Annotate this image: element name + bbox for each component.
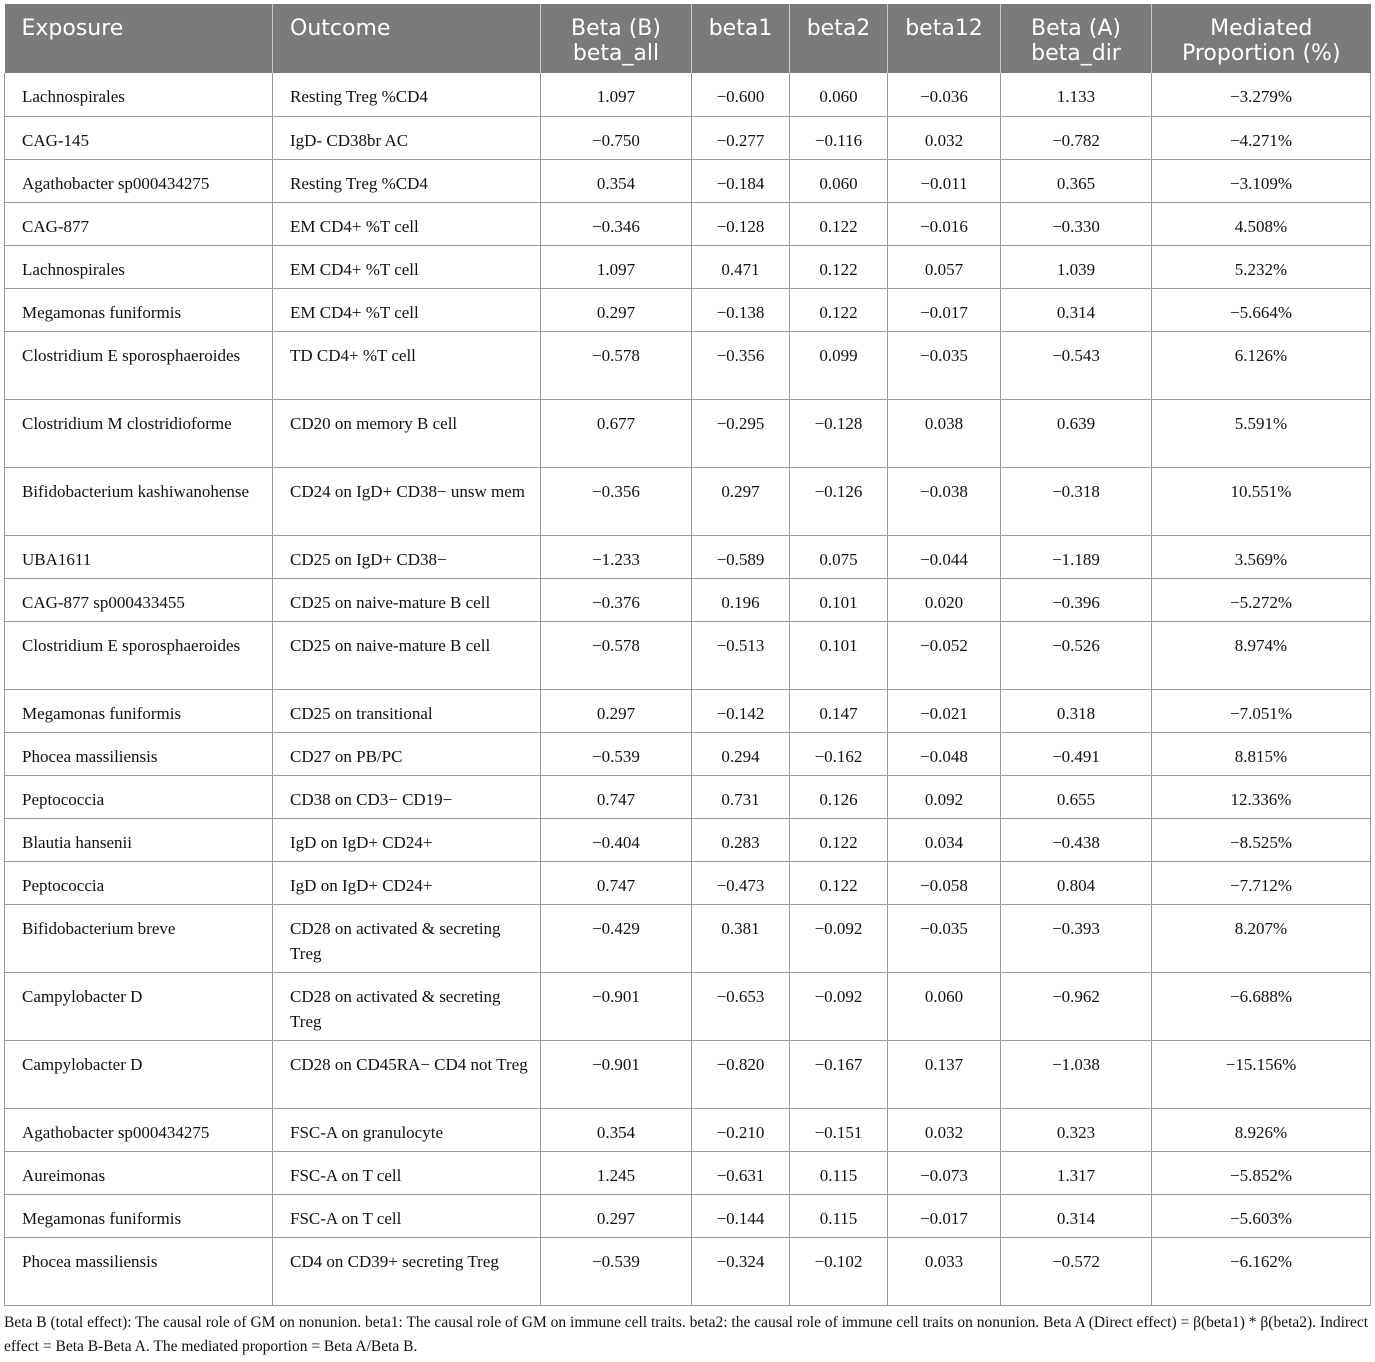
cell-exposure: UBA1611	[5, 535, 273, 578]
header-beta1: beta1	[692, 4, 790, 73]
cell-beta12: −0.048	[888, 732, 1001, 775]
cell-beta-b: −0.578	[541, 621, 692, 689]
cell-exposure: Peptococcia	[5, 861, 273, 904]
cell-beta1: 0.731	[692, 775, 790, 818]
cell-exposure: CAG-877	[5, 202, 273, 245]
cell-mediated-proportion: 5.591%	[1152, 399, 1371, 467]
table-row	[5, 535, 1371, 578]
cell-exposure: Blautia hansenii	[5, 818, 273, 861]
table-row	[5, 732, 1371, 775]
cell-outcome: CD28 on activated & secreting Treg	[273, 972, 541, 1040]
cell-beta-b: 1.245	[541, 1151, 692, 1194]
cell-mediated-proportion: 8.207%	[1152, 904, 1371, 972]
cell-beta2: 0.122	[790, 818, 888, 861]
cell-beta2: −0.167	[790, 1040, 888, 1108]
cell-beta-b: −0.750	[541, 116, 692, 159]
table-row	[5, 159, 1371, 202]
cell-beta12: 0.034	[888, 818, 1001, 861]
cell-exposure: Bifidobacterium breve	[5, 904, 273, 972]
cell-beta-b: −0.346	[541, 202, 692, 245]
table-row	[5, 288, 1371, 331]
cell-beta12: −0.058	[888, 861, 1001, 904]
table-row	[5, 972, 1371, 1040]
cell-beta12: −0.017	[888, 1194, 1001, 1237]
cell-exposure: Agathobacter sp000434275	[5, 1108, 273, 1151]
cell-mediated-proportion: −6.162%	[1152, 1237, 1371, 1305]
cell-beta1: −0.210	[692, 1108, 790, 1151]
cell-mediated-proportion: −7.712%	[1152, 861, 1371, 904]
cell-exposure: Clostridium M clostridioforme	[5, 399, 273, 467]
cell-beta-a: −1.189	[1001, 535, 1152, 578]
cell-beta-a: 1.133	[1001, 73, 1152, 116]
table-row	[5, 399, 1371, 467]
cell-outcome: EM CD4+ %T cell	[273, 288, 541, 331]
cell-mediated-proportion: −5.603%	[1152, 1194, 1371, 1237]
table-row	[5, 1151, 1371, 1194]
cell-exposure: Phocea massiliensis	[5, 732, 273, 775]
header-exposure: Exposure	[5, 4, 273, 73]
cell-beta12: −0.016	[888, 202, 1001, 245]
cell-outcome: EM CD4+ %T cell	[273, 202, 541, 245]
cell-beta-b: 0.677	[541, 399, 692, 467]
cell-beta-a: −0.543	[1001, 331, 1152, 399]
cell-beta12: −0.073	[888, 1151, 1001, 1194]
cell-beta-a: 0.804	[1001, 861, 1152, 904]
cell-mediated-proportion: 8.815%	[1152, 732, 1371, 775]
cell-beta2: −0.151	[790, 1108, 888, 1151]
cell-mediated-proportion: 12.336%	[1152, 775, 1371, 818]
cell-mediated-proportion: −8.525%	[1152, 818, 1371, 861]
cell-outcome: IgD on IgD+ CD24+	[273, 861, 541, 904]
cell-beta2: 0.122	[790, 245, 888, 288]
cell-beta2: −0.162	[790, 732, 888, 775]
cell-beta-b: 0.747	[541, 775, 692, 818]
cell-exposure: Megamonas funiformis	[5, 689, 273, 732]
cell-beta1: −0.600	[692, 73, 790, 116]
header-beta-b: Beta (B) beta_all	[541, 4, 692, 73]
cell-mediated-proportion: 4.508%	[1152, 202, 1371, 245]
table-row	[5, 818, 1371, 861]
cell-exposure: Clostridium E sporosphaeroides	[5, 331, 273, 399]
cell-beta-a: 1.039	[1001, 245, 1152, 288]
cell-beta-a: 0.655	[1001, 775, 1152, 818]
cell-beta1: −0.144	[692, 1194, 790, 1237]
cell-outcome: IgD- CD38br AC	[273, 116, 541, 159]
cell-beta12: 0.057	[888, 245, 1001, 288]
table-row	[5, 775, 1371, 818]
table-row	[5, 904, 1371, 972]
cell-outcome: CD25 on IgD+ CD38−	[273, 535, 541, 578]
cell-beta-a: 0.323	[1001, 1108, 1152, 1151]
cell-beta-a: 0.365	[1001, 159, 1152, 202]
cell-beta1: −0.324	[692, 1237, 790, 1305]
cell-beta1: −0.356	[692, 331, 790, 399]
cell-beta-a: −0.396	[1001, 578, 1152, 621]
cell-outcome: CD28 on CD45RA− CD4 not Treg	[273, 1040, 541, 1108]
cell-beta2: 0.099	[790, 331, 888, 399]
cell-outcome: EM CD4+ %T cell	[273, 245, 541, 288]
cell-exposure: Phocea massiliensis	[5, 1237, 273, 1305]
cell-mediated-proportion: 6.126%	[1152, 331, 1371, 399]
cell-exposure: Megamonas funiformis	[5, 288, 273, 331]
cell-beta2: −0.116	[790, 116, 888, 159]
cell-beta12: −0.035	[888, 331, 1001, 399]
cell-mediated-proportion: 5.232%	[1152, 245, 1371, 288]
cell-mediated-proportion: −5.852%	[1152, 1151, 1371, 1194]
cell-beta12: 0.038	[888, 399, 1001, 467]
cell-exposure: Aureimonas	[5, 1151, 273, 1194]
cell-beta2: 0.060	[790, 159, 888, 202]
cell-mediated-proportion: −4.271%	[1152, 116, 1371, 159]
table-footnote: Beta B (total effect): The causal role of GM on nonunion. beta1: The causal role of GM on immune cell traits. beta2: the causal role of immune cell traits on nonunion. Beta A (Direct effect) = β(beta1) * β(beta2). Indirect effect = Beta B-Beta A. The mediated proportion = Beta A/Beta B.	[4, 1314, 1369, 1355]
cell-exposure: CAG-877 sp000433455	[5, 578, 273, 621]
cell-exposure: Campylobacter D	[5, 972, 273, 1040]
table-row	[5, 578, 1371, 621]
cell-outcome: Resting Treg %CD4	[273, 73, 541, 116]
cell-beta12: 0.033	[888, 1237, 1001, 1305]
cell-mediated-proportion: −5.664%	[1152, 288, 1371, 331]
cell-beta-b: 0.297	[541, 1194, 692, 1237]
table-row	[5, 1237, 1371, 1305]
cell-beta2: 0.122	[790, 288, 888, 331]
table-row	[5, 1194, 1371, 1237]
table-row	[5, 1108, 1371, 1151]
cell-outcome: TD CD4+ %T cell	[273, 331, 541, 399]
table-row	[5, 116, 1371, 159]
cell-beta2: −0.092	[790, 904, 888, 972]
cell-beta12: 0.020	[888, 578, 1001, 621]
cell-beta12: 0.060	[888, 972, 1001, 1040]
cell-beta-a: 0.639	[1001, 399, 1152, 467]
cell-beta-a: −0.330	[1001, 202, 1152, 245]
cell-beta1: 0.381	[692, 904, 790, 972]
table-row	[5, 1040, 1371, 1108]
table-row	[5, 245, 1371, 288]
cell-beta2: 0.115	[790, 1151, 888, 1194]
cell-beta1: −0.295	[692, 399, 790, 467]
cell-mediated-proportion: 10.551%	[1152, 467, 1371, 535]
cell-beta12: −0.044	[888, 535, 1001, 578]
cell-beta-b: −0.901	[541, 1040, 692, 1108]
table-row	[5, 331, 1371, 399]
cell-mediated-proportion: −6.688%	[1152, 972, 1371, 1040]
cell-beta12: −0.052	[888, 621, 1001, 689]
cell-mediated-proportion: −7.051%	[1152, 689, 1371, 732]
cell-beta-b: −1.233	[541, 535, 692, 578]
cell-beta12: −0.036	[888, 73, 1001, 116]
cell-beta12: 0.032	[888, 1108, 1001, 1151]
cell-outcome: CD20 on memory B cell	[273, 399, 541, 467]
cell-beta-b: −0.356	[541, 467, 692, 535]
cell-beta-b: −0.429	[541, 904, 692, 972]
header-beta-a: Beta (A) beta_dir	[1001, 4, 1152, 73]
cell-mediated-proportion: 3.569%	[1152, 535, 1371, 578]
header-mediated-proportion: Mediated Proportion (%)	[1152, 4, 1371, 73]
cell-beta1: −0.184	[692, 159, 790, 202]
cell-beta-b: 0.747	[541, 861, 692, 904]
cell-mediated-proportion: −3.109%	[1152, 159, 1371, 202]
header-beta2: beta2	[790, 4, 888, 73]
cell-beta1: −0.128	[692, 202, 790, 245]
cell-beta1: −0.820	[692, 1040, 790, 1108]
cell-beta-b: 0.297	[541, 288, 692, 331]
cell-exposure: Clostridium E sporosphaeroides	[5, 621, 273, 689]
table-row	[5, 202, 1371, 245]
cell-outcome: FSC-A on granulocyte	[273, 1108, 541, 1151]
cell-beta-a: −0.526	[1001, 621, 1152, 689]
cell-mediated-proportion: 8.974%	[1152, 621, 1371, 689]
cell-beta-b: −0.539	[541, 1237, 692, 1305]
cell-beta2: −0.092	[790, 972, 888, 1040]
cell-beta2: 0.122	[790, 861, 888, 904]
table-header-row	[5, 4, 1371, 73]
table-row	[5, 73, 1371, 116]
cell-beta-a: −0.782	[1001, 116, 1152, 159]
cell-beta-a: −0.393	[1001, 904, 1152, 972]
cell-beta-a: 1.317	[1001, 1151, 1152, 1194]
cell-beta-b: 1.097	[541, 73, 692, 116]
cell-beta-b: 0.297	[541, 689, 692, 732]
cell-beta2: 0.101	[790, 578, 888, 621]
cell-beta2: −0.128	[790, 399, 888, 467]
cell-beta-a: −0.962	[1001, 972, 1152, 1040]
cell-outcome: CD24 on IgD+ CD38− unsw mem	[273, 467, 541, 535]
cell-beta-b: −0.376	[541, 578, 692, 621]
cell-beta2: −0.126	[790, 467, 888, 535]
cell-mediated-proportion: 8.926%	[1152, 1108, 1371, 1151]
cell-exposure: Agathobacter sp000434275	[5, 159, 273, 202]
cell-beta1: 0.294	[692, 732, 790, 775]
cell-beta-a: −1.038	[1001, 1040, 1152, 1108]
cell-beta-a: −0.438	[1001, 818, 1152, 861]
cell-beta12: 0.137	[888, 1040, 1001, 1108]
cell-beta2: 0.075	[790, 535, 888, 578]
cell-beta2: 0.101	[790, 621, 888, 689]
cell-beta12: −0.011	[888, 159, 1001, 202]
cell-beta12: 0.092	[888, 775, 1001, 818]
cell-outcome: CD25 on naive-mature B cell	[273, 578, 541, 621]
cell-outcome: CD25 on naive-mature B cell	[273, 621, 541, 689]
cell-beta-a: −0.572	[1001, 1237, 1152, 1305]
cell-beta-a: 0.314	[1001, 288, 1152, 331]
cell-beta12: −0.017	[888, 288, 1001, 331]
cell-beta1: −0.277	[692, 116, 790, 159]
table-row	[5, 621, 1371, 689]
cell-outcome: FSC-A on T cell	[273, 1194, 541, 1237]
cell-exposure: Peptococcia	[5, 775, 273, 818]
cell-beta12: −0.035	[888, 904, 1001, 972]
header-beta12: beta12	[888, 4, 1001, 73]
cell-beta-a: −0.491	[1001, 732, 1152, 775]
cell-beta-a: −0.318	[1001, 467, 1152, 535]
cell-outcome: CD27 on PB/PC	[273, 732, 541, 775]
cell-outcome: CD28 on activated & secreting Treg	[273, 904, 541, 972]
cell-beta2: 0.115	[790, 1194, 888, 1237]
cell-exposure: Megamonas funiformis	[5, 1194, 273, 1237]
cell-beta2: 0.126	[790, 775, 888, 818]
cell-beta1: 0.471	[692, 245, 790, 288]
cell-beta1: −0.589	[692, 535, 790, 578]
cell-beta-a: 0.314	[1001, 1194, 1152, 1237]
cell-beta-b: 0.354	[541, 1108, 692, 1151]
cell-beta1: 0.297	[692, 467, 790, 535]
cell-beta-b: −0.404	[541, 818, 692, 861]
cell-beta-b: 0.354	[541, 159, 692, 202]
cell-beta12: −0.038	[888, 467, 1001, 535]
cell-beta1: 0.196	[692, 578, 790, 621]
cell-mediated-proportion: −3.279%	[1152, 73, 1371, 116]
cell-exposure: Lachnospirales	[5, 245, 273, 288]
mediation-table	[4, 4, 1371, 1306]
cell-beta1: −0.513	[692, 621, 790, 689]
cell-outcome: Resting Treg %CD4	[273, 159, 541, 202]
cell-beta1: −0.653	[692, 972, 790, 1040]
cell-exposure: Campylobacter D	[5, 1040, 273, 1108]
cell-exposure: Lachnospirales	[5, 73, 273, 116]
table-row	[5, 467, 1371, 535]
cell-beta-b: −0.539	[541, 732, 692, 775]
cell-outcome: CD4 on CD39+ secreting Treg	[273, 1237, 541, 1305]
cell-outcome: IgD on IgD+ CD24+	[273, 818, 541, 861]
cell-beta-b: −0.578	[541, 331, 692, 399]
cell-beta1: 0.283	[692, 818, 790, 861]
cell-beta2: 0.122	[790, 202, 888, 245]
cell-mediated-proportion: −15.156%	[1152, 1040, 1371, 1108]
cell-exposure: Bifidobacterium kashiwanohense	[5, 467, 273, 535]
cell-beta2: −0.102	[790, 1237, 888, 1305]
cell-beta1: −0.631	[692, 1151, 790, 1194]
cell-outcome: CD25 on transitional	[273, 689, 541, 732]
cell-outcome: FSC-A on T cell	[273, 1151, 541, 1194]
cell-beta-b: −0.901	[541, 972, 692, 1040]
cell-beta1: −0.473	[692, 861, 790, 904]
cell-beta2: 0.147	[790, 689, 888, 732]
cell-beta-b: 1.097	[541, 245, 692, 288]
header-outcome: Outcome	[273, 4, 541, 73]
cell-beta1: −0.142	[692, 689, 790, 732]
table-row	[5, 861, 1371, 904]
cell-mediated-proportion: −5.272%	[1152, 578, 1371, 621]
cell-beta12: −0.021	[888, 689, 1001, 732]
cell-outcome: CD38 on CD3− CD19−	[273, 775, 541, 818]
results-table-container	[4, 4, 1370, 1306]
cell-beta12: 0.032	[888, 116, 1001, 159]
cell-beta-a: 0.318	[1001, 689, 1152, 732]
table-row	[5, 689, 1371, 732]
cell-beta1: −0.138	[692, 288, 790, 331]
cell-beta2: 0.060	[790, 73, 888, 116]
cell-exposure: CAG-145	[5, 116, 273, 159]
